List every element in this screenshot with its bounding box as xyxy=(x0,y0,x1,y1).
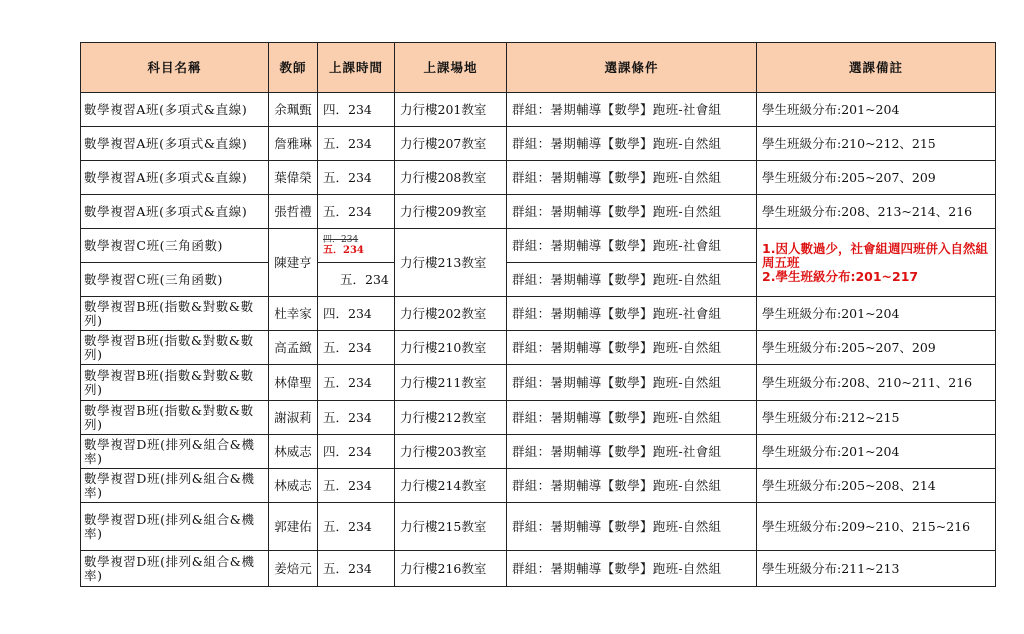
room-cell: 力行樓203教室 xyxy=(395,435,507,469)
note-cell: 學生班級分布:205~208、214 xyxy=(757,469,996,503)
subject-cell: 數學複習A班(多項式&直線) xyxy=(81,93,269,127)
condition-cell: 群組：暑期輔導【數學】跑班-自然組 xyxy=(507,401,757,435)
teacher-cell: 陳建亨 xyxy=(269,229,318,297)
note-cell: 學生班級分布:201~204 xyxy=(757,435,996,469)
subject-cell: 數學複習B班(指數&對數&數列) xyxy=(81,297,269,331)
note-cell: 學生班級分布:201~204 xyxy=(757,93,996,127)
room-cell: 力行樓212教室 xyxy=(395,401,507,435)
table-row xyxy=(81,93,996,127)
subject-cell: 數學複習B班(指數&對數&數列) xyxy=(81,365,269,401)
table-header xyxy=(81,43,996,93)
note-cell: 學生班級分布:212~215 xyxy=(757,401,996,435)
teacher-cell: 高孟緻 xyxy=(269,331,318,365)
subject-cell: 數學複習B班(指數&對數&數列) xyxy=(81,331,269,365)
note-cell: 學生班級分布:201~204 xyxy=(757,297,996,331)
subject-cell: 數學複習C班(三角函數) xyxy=(81,229,269,263)
teacher-cell: 林威志 xyxy=(269,469,318,503)
note-cell: 學生班級分布:209~210、215~216 xyxy=(757,503,996,551)
room-cell: 力行樓215教室 xyxy=(395,503,507,551)
condition-cell: 群組：暑期輔導【數學】跑班-自然組 xyxy=(507,331,757,365)
condition-cell: 群組：暑期輔導【數學】跑班-社會組 xyxy=(507,229,757,263)
table-row xyxy=(81,435,996,469)
room-cell: 力行樓214教室 xyxy=(395,469,507,503)
table-row xyxy=(81,297,996,331)
room-cell: 力行樓207教室 xyxy=(395,127,507,161)
time-cell: 五．234 xyxy=(318,195,395,229)
condition-cell: 群組：暑期輔導【數學】跑班-自然組 xyxy=(507,195,757,229)
note-cell-merge-notice xyxy=(757,229,996,297)
note-cell: 學生班級分布:208、213~214、216 xyxy=(757,195,996,229)
merge-notice-line-1: 1.因人數過少，社會組週四班併入自然組周五班 xyxy=(762,240,988,270)
subject-cell: 數學複習B班(指數&對數&數列) xyxy=(81,401,269,435)
course-schedule-table xyxy=(80,42,996,587)
time-cell: 四．234 xyxy=(318,435,395,469)
time-cell-changed xyxy=(318,229,395,263)
note-cell: 學生班級分布:205~207、209 xyxy=(757,331,996,365)
condition-cell: 群組：暑期輔導【數學】跑班-自然組 xyxy=(507,127,757,161)
room-cell: 力行樓202教室 xyxy=(395,297,507,331)
header-subject: 科目名稱 xyxy=(81,43,269,93)
table-row xyxy=(81,469,996,503)
merge-notice-line-2: 2.學生班級分布:201~217 xyxy=(762,268,919,284)
subject-cell: 數學複習A班(多項式&直線) xyxy=(81,161,269,195)
note-cell: 學生班級分布:211~213 xyxy=(757,551,996,587)
condition-cell: 群組：暑期輔導【數學】跑班-自然組 xyxy=(507,161,757,195)
room-cell: 力行樓201教室 xyxy=(395,93,507,127)
subject-cell: 數學複習D班(排列&組合&機率) xyxy=(81,551,269,587)
teacher-cell: 詹雅琳 xyxy=(269,127,318,161)
teacher-cell: 張哲禮 xyxy=(269,195,318,229)
table-row xyxy=(81,365,996,401)
teacher-cell: 謝淑莉 xyxy=(269,401,318,435)
time-cell: 五．234 xyxy=(318,469,395,503)
table-row xyxy=(81,551,996,587)
room-cell: 力行樓209教室 xyxy=(395,195,507,229)
time-cell: 五．234 xyxy=(318,263,395,297)
condition-cell: 群組：暑期輔導【數學】跑班-社會組 xyxy=(507,93,757,127)
table-row xyxy=(81,195,996,229)
table-body xyxy=(81,93,996,587)
time-cell: 五．234 xyxy=(318,551,395,587)
subject-cell: 數學複習A班(多項式&直線) xyxy=(81,127,269,161)
teacher-cell: 杜幸家 xyxy=(269,297,318,331)
table-row xyxy=(81,229,996,263)
time-cell: 四．234 xyxy=(318,93,395,127)
subject-cell: 數學複習A班(多項式&直線) xyxy=(81,195,269,229)
note-cell: 學生班級分布:205~207、209 xyxy=(757,161,996,195)
condition-cell: 群組：暑期輔導【數學】跑班-自然組 xyxy=(507,551,757,587)
table-row xyxy=(81,331,996,365)
teacher-cell: 郭建佑 xyxy=(269,503,318,551)
time-cell: 五．234 xyxy=(318,503,395,551)
teacher-cell: 林威志 xyxy=(269,435,318,469)
condition-cell: 群組：暑期輔導【數學】跑班-自然組 xyxy=(507,263,757,297)
teacher-cell: 林偉聖 xyxy=(269,365,318,401)
table-row xyxy=(81,503,996,551)
room-cell: 力行樓208教室 xyxy=(395,161,507,195)
teacher-cell: 余珮甄 xyxy=(269,93,318,127)
note-cell: 學生班級分布:208、210~211、216 xyxy=(757,365,996,401)
condition-cell: 群組：暑期輔導【數學】跑班-社會組 xyxy=(507,435,757,469)
time-cell: 五．234 xyxy=(318,127,395,161)
teacher-cell: 葉偉榮 xyxy=(269,161,318,195)
header-teacher: 教師 xyxy=(269,43,318,93)
room-cell: 力行樓210教室 xyxy=(395,331,507,365)
room-cell: 力行樓211教室 xyxy=(395,365,507,401)
teacher-cell: 姜焙元 xyxy=(269,551,318,587)
condition-cell: 群組：暑期輔導【數學】跑班-自然組 xyxy=(507,365,757,401)
header-note: 選課備註 xyxy=(757,43,996,93)
room-cell: 力行樓216教室 xyxy=(395,551,507,587)
condition-cell: 群組：暑期輔導【數學】跑班-自然組 xyxy=(507,469,757,503)
condition-cell: 群組：暑期輔導【數學】跑班-自然組 xyxy=(507,503,757,551)
header-time: 上課時間 xyxy=(318,43,395,93)
time-new-red: 五．234 xyxy=(323,244,364,256)
subject-cell: 數學複習D班(排列&組合&機率) xyxy=(81,435,269,469)
time-cell: 五．234 xyxy=(318,365,395,401)
note-cell: 學生班級分布:210~212、215 xyxy=(757,127,996,161)
time-cell: 四．234 xyxy=(318,297,395,331)
time-cell: 五．234 xyxy=(318,161,395,195)
header-condition: 選課條件 xyxy=(507,43,757,93)
subject-cell: 數學複習D班(排列&組合&機率) xyxy=(81,469,269,503)
subject-cell: 數學複習D班(排列&組合&機率) xyxy=(81,503,269,551)
time-old-struck: 四．234 xyxy=(323,234,359,245)
time-cell: 五．234 xyxy=(318,401,395,435)
time-cell: 五．234 xyxy=(318,331,395,365)
table-row xyxy=(81,401,996,435)
subject-cell: 數學複習C班(三角函數) xyxy=(81,263,269,297)
table-row xyxy=(81,161,996,195)
table-row xyxy=(81,127,996,161)
condition-cell: 群組：暑期輔導【數學】跑班-社會組 xyxy=(507,297,757,331)
room-cell: 力行樓213教室 xyxy=(395,229,507,297)
header-room: 上課場地 xyxy=(395,43,507,93)
